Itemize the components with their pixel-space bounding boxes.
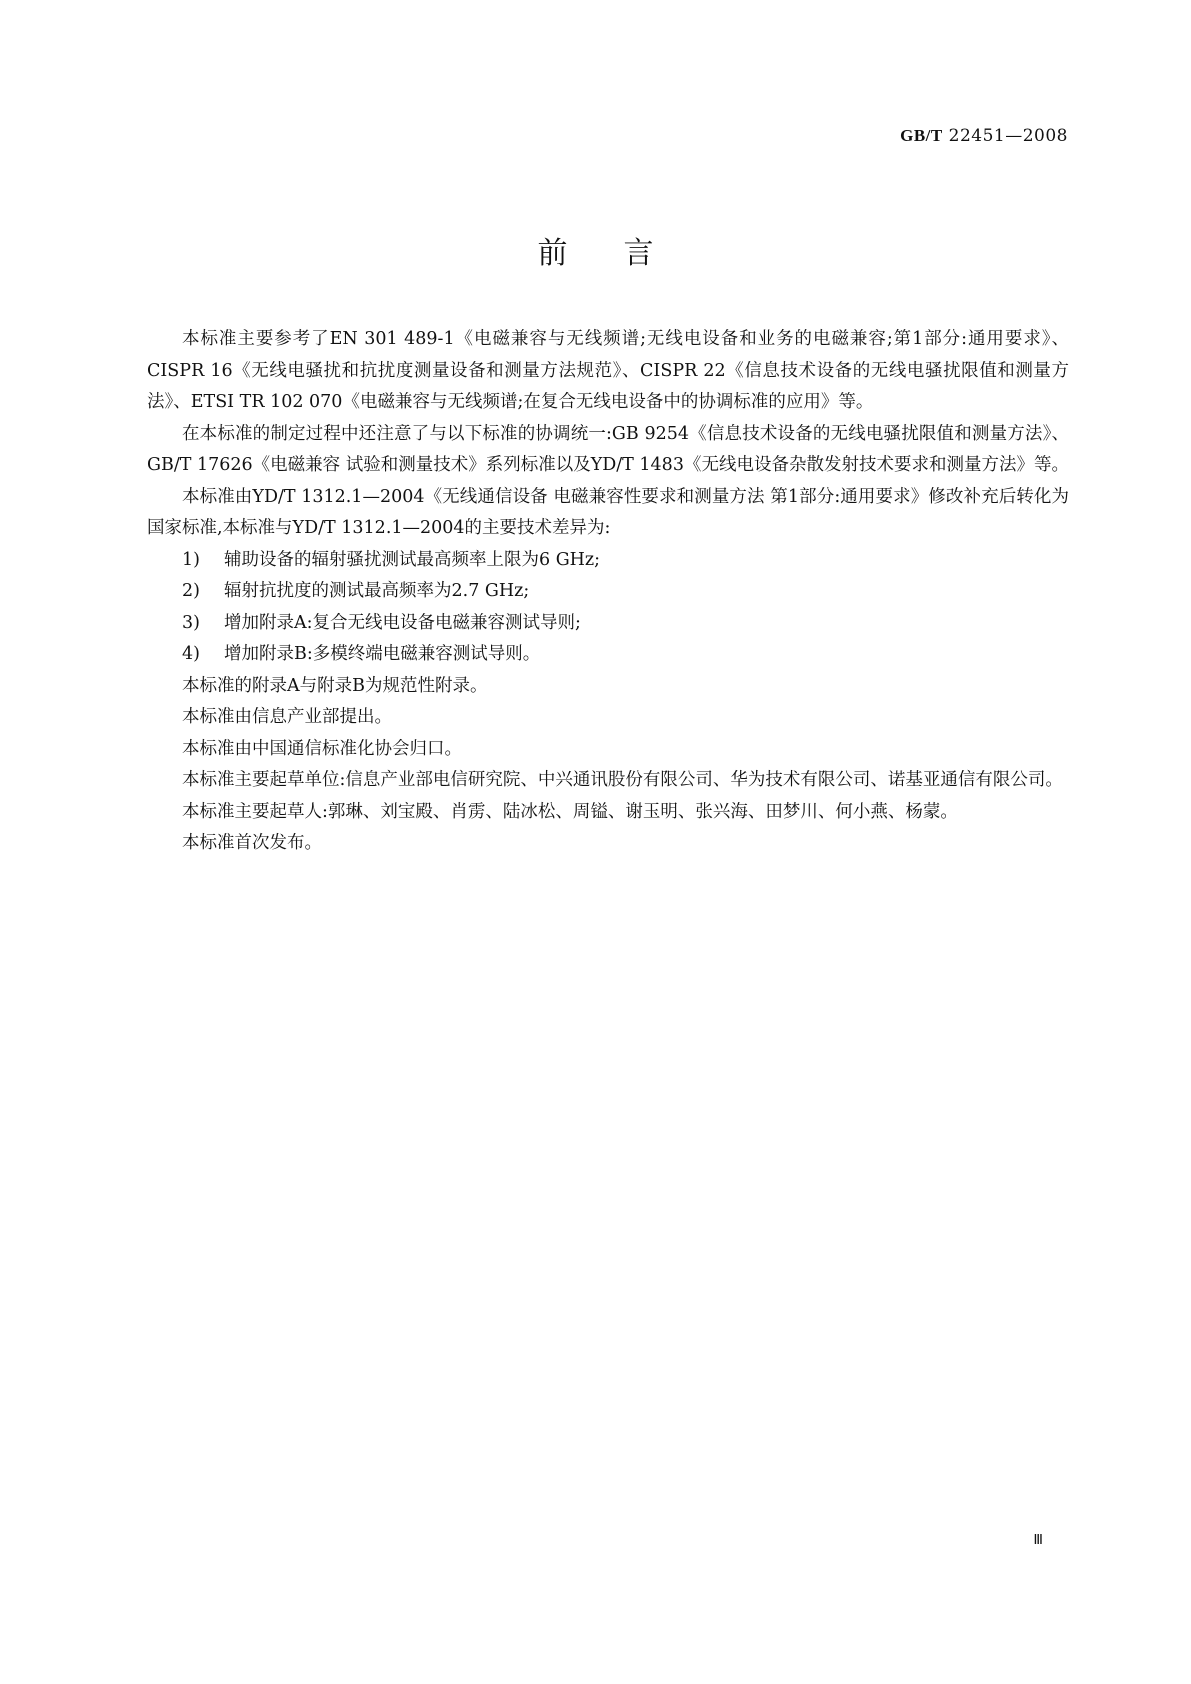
paragraph-coordination: 在本标准的制定过程中还注意了与以下标准的协调统一:GB 9254《信息技术设备的无线电骚扰限值和测量方法》、GB/T 17626《电磁兼容 试验和测量技术》系列标准以及YD/T 1483《无线电设备杂散发射技术要求和测量方法》等。: [147, 423, 1069, 475]
paragraph-administration: 本标准由中国通信标准化协会归口。: [182, 738, 462, 759]
paragraph-conversion: 本标准由YD/T 1312.1—2004《无线通信设备 电磁兼容性要求和测量方法 第1部分:通用要求》修改补充后转化为国家标准,本标准与YD/T 1312.1—2004的主要技术差异为:: [147, 486, 1069, 538]
difference-text: 增加附录B:多模终端电磁兼容测试导则。: [224, 644, 541, 664]
paragraph-proposer: 本标准由信息产业部提出。: [182, 707, 392, 727]
difference-item: [147, 545, 1069, 577]
standard-code: [900, 126, 1068, 146]
standard-number: 22451—2008: [948, 126, 1068, 146]
paragraph-first-release: 本标准首次发布。: [182, 833, 322, 853]
standard-prefix: GB/T: [900, 126, 943, 145]
paragraph-annex: 本标准的附录A与附录B为规范性附录。: [182, 675, 488, 696]
difference-number: 1): [182, 549, 200, 570]
difference-item: [147, 639, 1069, 671]
foreword-body: [147, 324, 1069, 860]
paragraph-drafting-units: 本标准主要起草单位:信息产业部电信研究院、中兴通讯股份有限公司、华为技术有限公司、诺基亚通信有限公司。: [182, 770, 1063, 790]
paragraph-drafters: 本标准主要起草人:郭琳、刘宝殿、肖雳、陆冰松、周镒、谢玉明、张兴海、田梦川、何小燕、杨蒙。: [182, 801, 958, 822]
difference-text: 辅助设备的辐射骚扰测试最高频率上限为6 GHz;: [224, 549, 601, 570]
page-number: Ⅲ: [1033, 1533, 1043, 1548]
difference-text: 增加附录A:复合无线电设备电磁兼容测试导则;: [224, 612, 581, 633]
difference-number: 4): [182, 644, 200, 664]
difference-text: 辐射抗扰度的测试最高频率为2.7 GHz;: [224, 581, 530, 601]
paragraph-references: 本标准主要参考了EN 301 489-1《电磁兼容与无线频谱;无线电设备和业务的电磁兼容;第1部分:通用要求》、CISPR 16《无线电骚扰和抗扰度测量设备和测量方法规范》、CISPR 22《信息技术设备的无线电骚扰限值和测量方法》、ETSI TR 102 070《电磁兼容与无线频谱;在复合无线电设备中的协调标准的应用》等。: [147, 329, 1069, 412]
difference-item: [147, 576, 1069, 608]
page-title: 前言: [537, 236, 710, 271]
difference-number: 2): [182, 581, 200, 601]
difference-item: [147, 608, 1069, 640]
difference-number: 3): [182, 612, 200, 633]
